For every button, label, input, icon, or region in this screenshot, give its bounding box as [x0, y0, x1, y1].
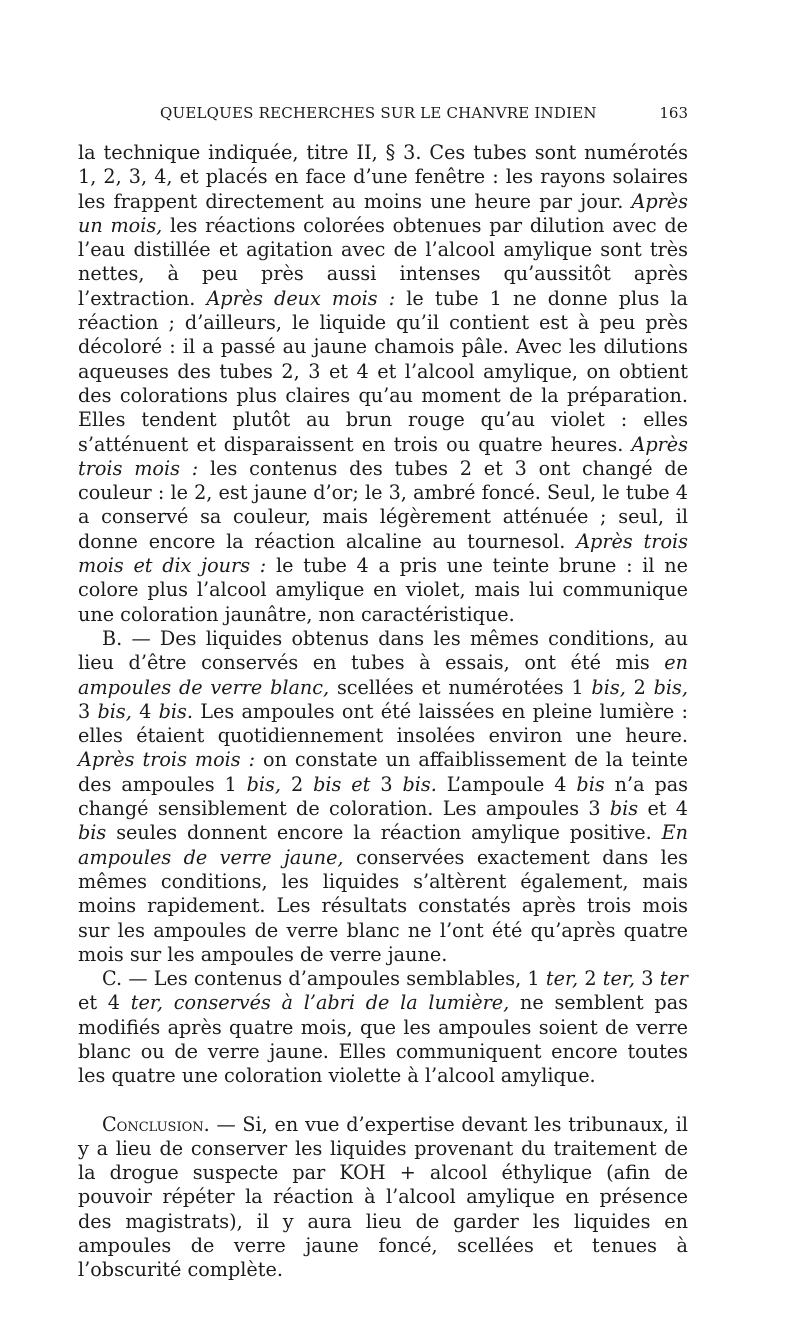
- paragraph-c: C. — Les contenus d’ampoules semblables, 1 ter, 2 ter, 3 ter et 4 ter, conservés à l’abri de la lumière, ne semblent pas modifiés après quatre mois, que les ampoules soient de verre blanc ou de verre jaune. Elles communiquent encore toutes les quatre une coloration violette à l’alcool amylique.: [78, 967, 689, 1088]
- running-head-title: QUELQUES RECHERCHES SUR LE CHANVRE INDIEN: [160, 104, 597, 122]
- page-number: 163: [659, 104, 688, 122]
- body-text: [78, 141, 688, 1283]
- running-head: [78, 104, 688, 128]
- conclusion-label: Conclusion.: [102, 1112, 210, 1136]
- paragraph-b: B. — Des liquides obtenus dans les mêmes conditions, au lieu d’être conservés en tubes à essais, ont été mis en ampoules de verre blanc, scellées et numérotées 1 bis, 2 bis, 3 bis, 4 bis. Les ampoules ont été laissées en pleine lumière : elles étaient quotidiennement insolées environ une heure. Après trois mois : on constate un affaiblissement de la teinte des ampoules 1 bis, 2 bis et 3 bis. L’ampoule 4 bis n’a pas changé sensiblement de coloration. Les ampoules 3 bis et 4 bis seules donnent encore la réaction amylique positive. En ampoules de verre jaune, conservées exactement dans les mêmes conditions, les liquides s’altèrent également, mais moins rapidement. Les résultats constatés après trois mois sur les ampoules de verre blanc ne l’ont été qu’après quatre mois sur les ampoules de verre jaune.: [78, 626, 689, 966]
- paragraph-conclusion: Conclusion. — Si, en vue d’expertise devant les tribunaux, il y a lieu de conserver les liquides provenant du traitement de la drogue suspecte par KOH + alcool éthylique (afin de pouvoir répéter la réaction à l’alcool amylique en présence des magistrats), il y aura lieu de garder les liquides en ampoules de verre jaune foncé, scellées et tenues à l’obscurité complète.: [78, 1112, 688, 1282]
- paragraph-a-continuation: la technique indiquée, titre II, § 3. Ces tubes sont numérotés 1, 2, 3, 4, et placés en face d’une fenêtre : les rayons solaires les frappent directement au moins une heure par jour. Après un mois, les réactions colorées obtenues par dilution avec de l’eau distillée et agitation avec de l’alcool amylique sont très nettes, à peu près aussi intenses qu’aussitôt après l’extraction. Après deux mois : le tube 1 ne donne plus la réaction ; d’ailleurs, le liquide qu’il contient est à peu près décoloré : il a passé au jaune chamois pâle. Avec les dilutions aqueuses des tubes 2, 3 et 4 et l’alcool amylique, on obtient des colorations plus claires qu’au moment de la préparation. Elles tendent plutôt au brun rouge qu’au violet : elles s’atténuent et disparaissent en trois ou quatre heures. Après trois mois : les contenus des tubes 2 et 3 ont changé de couleur : le 2, est jaune d’or; le 3, ambré foncé. Seul, le tube 4 a conservé sa couleur, mais légèrement atténuée ; seul, il donne encore la réaction alcaline au tournesol. Après trois mois et dix jours : le tube 4 a pris une teinte brune : il ne colore plus l’alcool amylique en violet, mais lui communique une coloration jaunâtre, non caractéristique.: [78, 141, 688, 626]
